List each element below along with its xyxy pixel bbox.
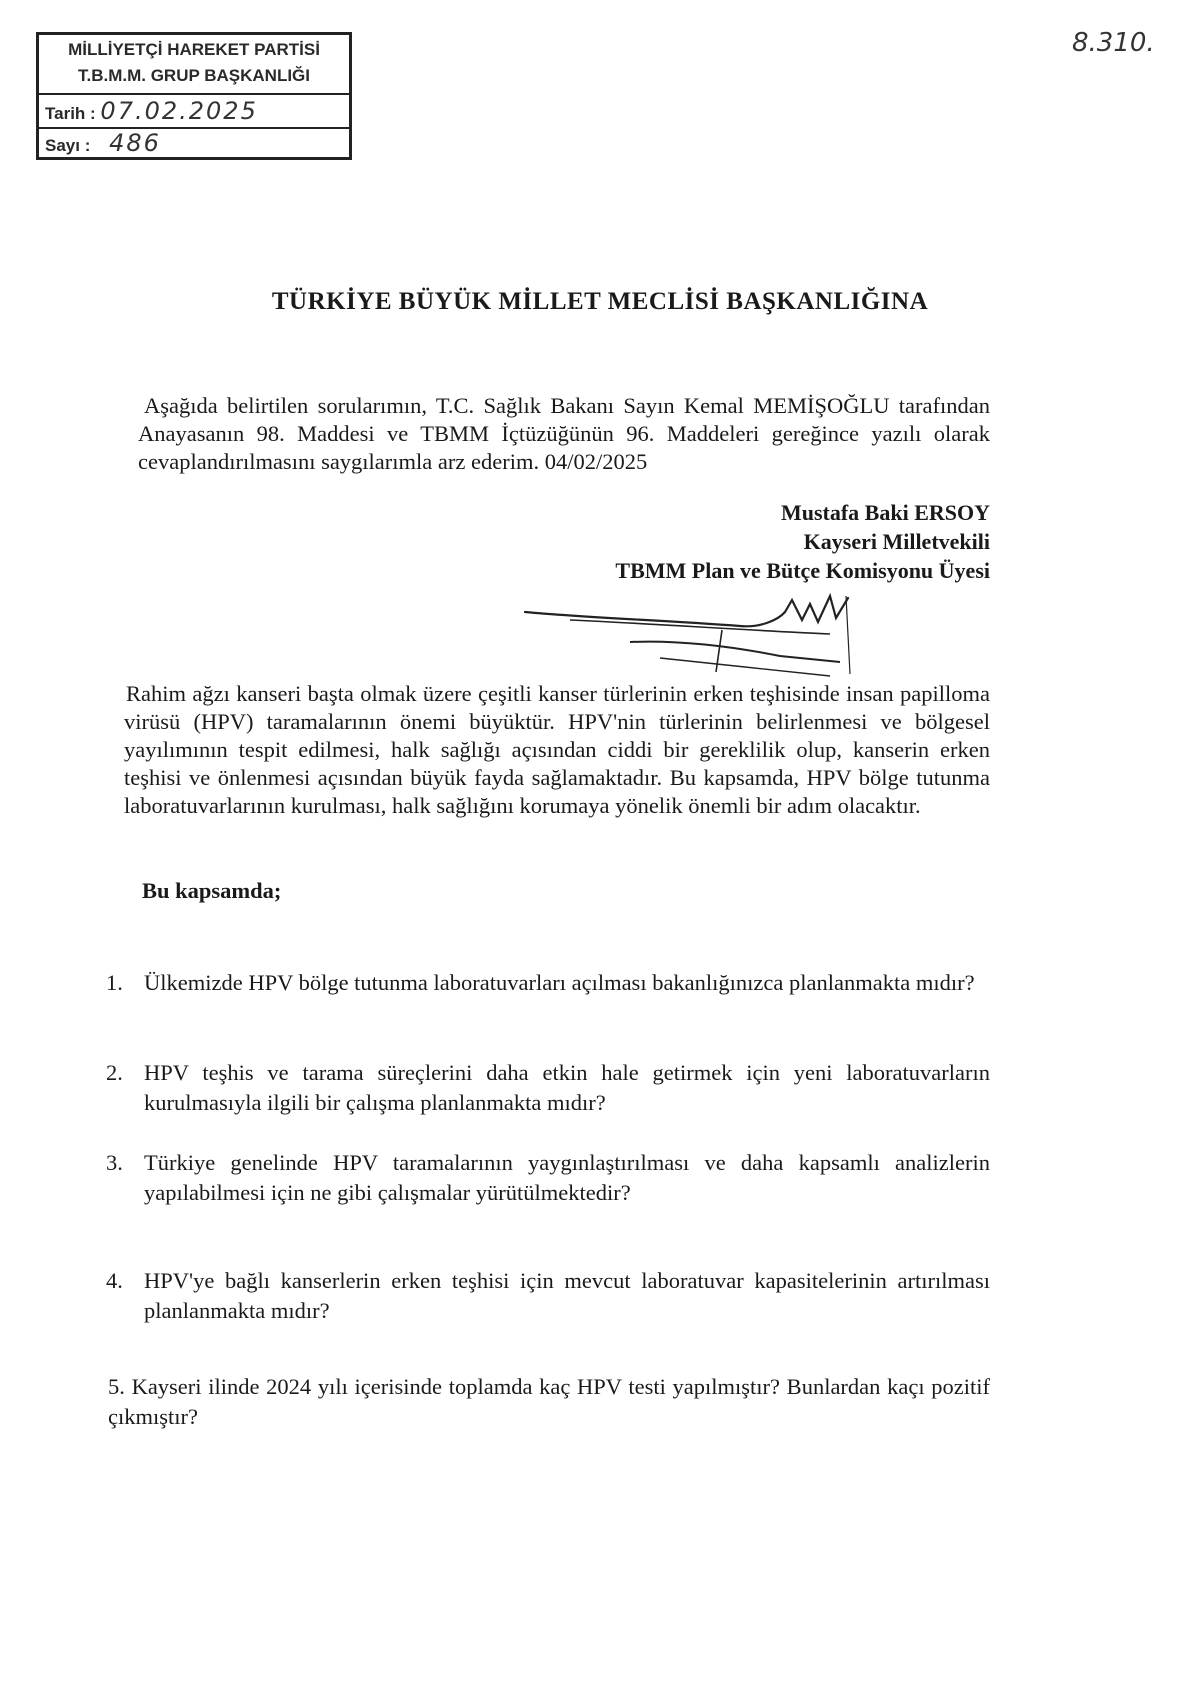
question-number: 2.: [106, 1060, 123, 1085]
stamp-party: MİLLİYETÇİ HAREKET PARTİSİ: [68, 40, 320, 59]
stamp-number-value: 486: [109, 129, 161, 157]
question-text: HPV teşhis ve tarama süreçlerini daha etkin hale getirmek için yeni laboratuvarların kurulmasıyla ilgili bir çalışma planlanmakta mıdır?: [144, 1060, 990, 1115]
question-item: [106, 1148, 990, 1210]
sender-committee: TBMM Plan ve Bütçe Komisyonu Üyesi: [615, 558, 990, 583]
question-number: 1.: [106, 970, 123, 995]
stamp-group: T.B.M.M. GRUP BAŞKANLIĞI: [77, 66, 311, 85]
intro-paragraph: [138, 392, 990, 476]
question-text: Ülkemizde HPV bölge tutunma laboratuvarları açılması bakanlığınızca planlanmakta mıdır?: [144, 970, 975, 995]
intro-text: Aşağıda belirtilen sorularımın, T.C. Sağlık Bakanı Sayın Kemal MEMİŞOĞLU tarafından Anayasanın 98. Maddesi ve TBMM İçtüzüğünün 96. Maddeleri gereğince yazılı olarak cevaplandırılmasını saygılarımla arz ederim. 04/02/2025: [138, 393, 990, 474]
sender-name: Mustafa Baki ERSOY: [780, 500, 990, 525]
stamp-divider: [39, 93, 349, 95]
document-title: TÜRKİYE BÜYÜK MİLLET MECLİSİ BAŞKANLIĞINA: [271, 288, 929, 315]
stamp-number-row: [45, 131, 161, 158]
question-text: HPV'ye bağlı kanserlerin erken teşhisi için mevcut laboratuvar kapasitelerinin artırılması planlanmakta mıdır?: [144, 1268, 990, 1323]
sender-role: Kayseri Milletvekili: [803, 529, 990, 554]
stamp-divider: [39, 127, 349, 129]
body-paragraph: [124, 680, 990, 820]
stamp-date-value: 07.02.2025: [100, 97, 258, 125]
question-number: 3.: [106, 1150, 123, 1175]
question-5: 5. Kayseri ilinde 2024 yılı içerisinde toplamda kaç HPV testi yapılmıştır? Bunlardan kaçı pozitif çıkmıştır?: [108, 1374, 990, 1429]
question-item: [106, 1058, 990, 1120]
question-item: [106, 1266, 990, 1328]
stamp-number-label: Sayı :: [45, 136, 91, 155]
stamp-date-row: [45, 99, 258, 126]
handwritten-signature: [510, 590, 880, 680]
question-number: 4.: [106, 1268, 123, 1293]
body-text: Rahim ağzı kanseri başta olmak üzere çeşitli kanser türlerinin erken teşhisinde insan papilloma virüsü (HPV) taramalarının önemi büyüktür. HPV'nin türlerinin belirlenmesi ve bölgesel yayılımının tespit edilmesi, halk sağlığı açısından ciddi bir gereklilik olup, kanserin erken teşhisi ve önlenmesi açısından büyük fayda sağlamaktadır. Bu kapsamda, HPV bölge tutunma laboratuvarlarının kurulması, halk sağlığını korumaya yönelik önemli bir adım olacaktır.: [124, 681, 990, 818]
registry-stamp: [36, 32, 352, 160]
lead-in: Bu kapsamda;: [142, 878, 282, 903]
question-item: [106, 968, 990, 1030]
sender-block: [615, 498, 990, 585]
question-text: Türkiye genelinde HPV taramalarının yaygınlaştırılması ve daha kapsamlı analizlerin yapılabilmesi için ne gibi çalışmalar yürütülmektedir?: [144, 1150, 990, 1205]
stamp-date-label: Tarih :: [45, 104, 96, 123]
handwritten-corner-note: 8.310.: [1072, 28, 1155, 58]
